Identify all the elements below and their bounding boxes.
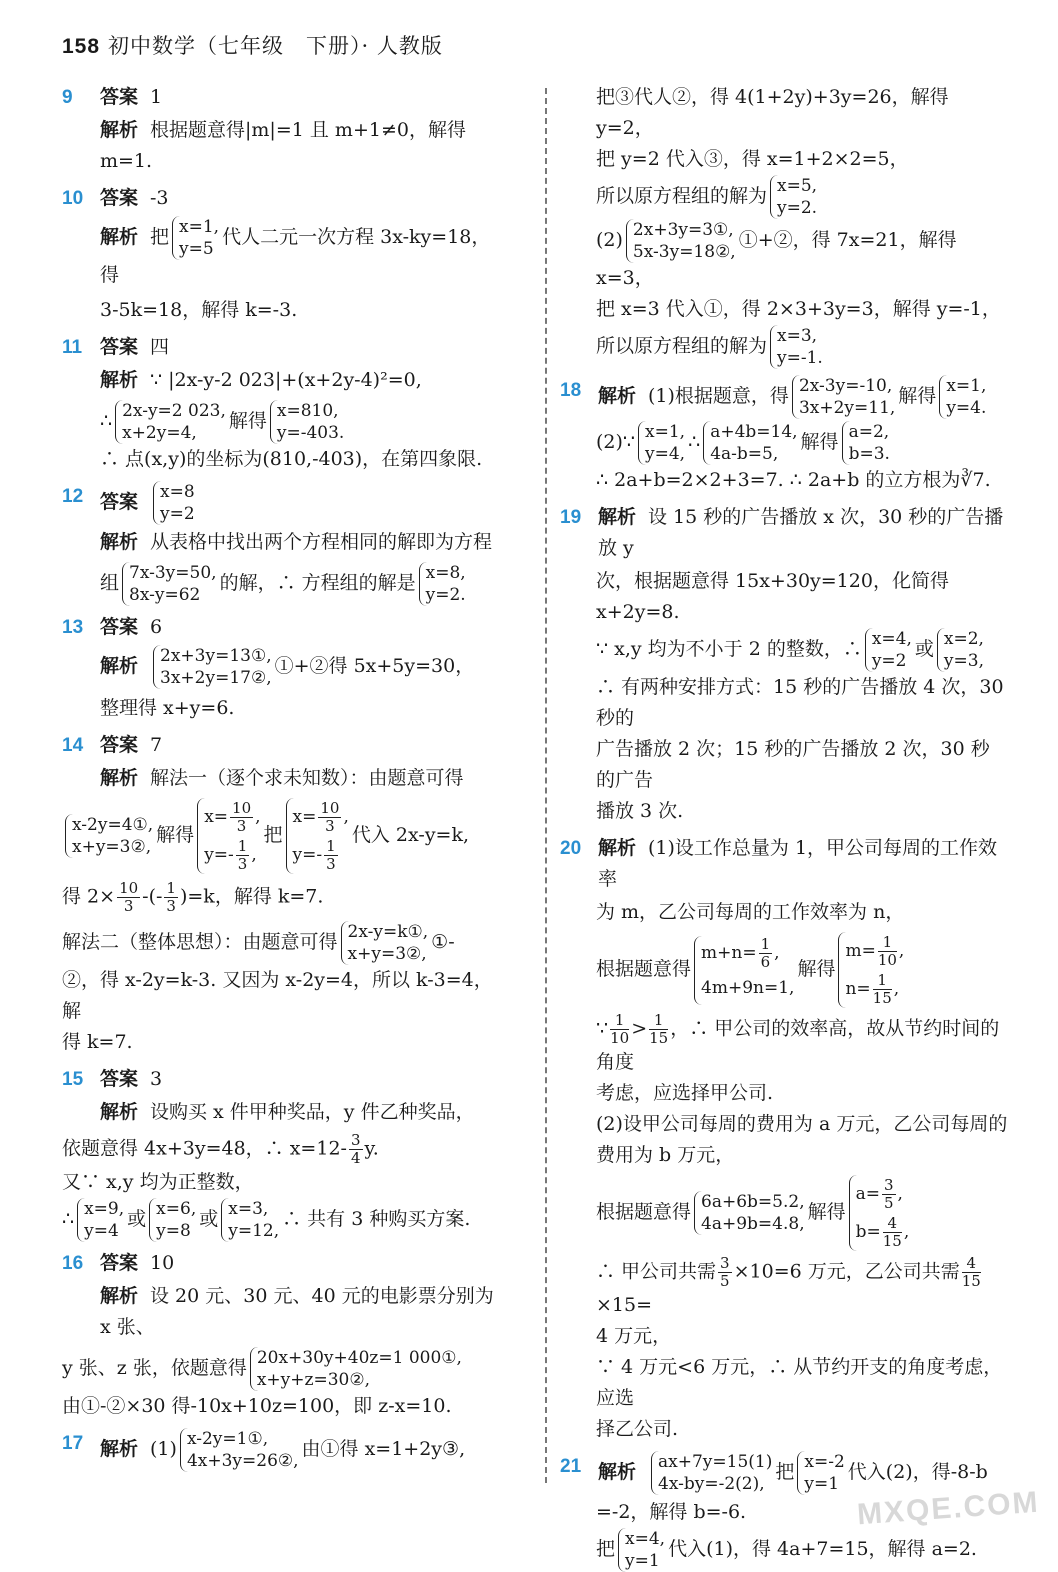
answer-label: 答案 (100, 1069, 139, 1090)
q-number: 16 (62, 1253, 84, 1274)
text: y. (364, 1137, 379, 1160)
q-number: 21 (560, 1456, 582, 1477)
answer-label: 答案 (100, 1253, 139, 1274)
text: 设 15 秒的广告播放 x 次，30 秒的广告播放 y (598, 506, 1004, 559)
equation-system: x=1, y=5 (172, 216, 219, 260)
text: 根据题意得 (596, 958, 692, 980)
analysis-label: 解析 (100, 370, 139, 391)
text: 4 万元， (596, 1325, 672, 1347)
q18 (560, 375, 1008, 419)
equation-system: x-2y=1①, 4x+3y=26②, (180, 1428, 299, 1472)
analysis-label: 解析 (598, 507, 637, 528)
equation-system: x=9, y=4 (77, 1198, 124, 1242)
q11 (62, 332, 502, 363)
analysis-label: 解析 (100, 1286, 139, 1307)
text: 解得 (800, 431, 839, 453)
equation-system: x=4, y=1 (618, 1528, 665, 1572)
text: (1)设工作总量为 1，甲公司每周的工作效率 (598, 837, 998, 890)
q20 (560, 833, 1008, 895)
text: 把 (596, 1538, 616, 1560)
text: 根据题意得 (596, 1201, 692, 1223)
text: 由①-②×30 得-10x+10z=100，即 z-x=10. (62, 1395, 452, 1417)
answer-label: 答案 (100, 87, 139, 108)
equation-system: x=3, y=-1. (770, 325, 823, 369)
text: 次，根据题意得 15x+30y=120，化简得 x+2y=8. (596, 570, 949, 623)
equation-system: 7x-3y=50, 8x-y=62 (122, 562, 217, 606)
q-number: 13 (62, 617, 84, 638)
text: ∴ 2a+b=2×2+3=7. ∴ 2a+b 的立方根为∛7. (596, 469, 991, 491)
text: 依题意得 4x+3y=48，∴ x=12- (62, 1137, 347, 1160)
text: 解法一（逐个求未知数）：由题意可得 (150, 767, 464, 789)
q-number: 9 (62, 87, 73, 108)
text: 代入 2x-y=k, (351, 824, 470, 846)
analysis-label: 解析 (100, 1102, 139, 1123)
q-number: 10 (62, 188, 84, 209)
column-divider (545, 88, 547, 1483)
text: 设 20 元、30 元、40 元的电影票分别为 x 张、 (100, 1285, 494, 1338)
q-number: 15 (62, 1069, 84, 1090)
text: 从表格中找出两个方程相同的解即为方程 (150, 531, 493, 553)
equation-system: 6a+6b=5.2, 4a+9b=4.8, (694, 1191, 805, 1235)
text: ①+②得 5x+5y=30， (274, 655, 475, 677)
text: (2)设甲公司每周的费用为 a 万元，乙公司每周的 (596, 1113, 1008, 1135)
answer-label: 答案 (100, 735, 139, 756)
equation-system: x=8, y=2. (419, 562, 466, 606)
text: ×15= (596, 1294, 653, 1316)
text: 所以原方程组的解为 (596, 185, 768, 207)
analysis-label: 解析 (100, 768, 139, 789)
text: =-2，解得 b=-6. (596, 1501, 747, 1523)
equation-system: 2x+3y=3①, 5x-3y=18②, (626, 219, 736, 263)
text: 或 (127, 1208, 147, 1230)
q-number: 12 (62, 486, 84, 507)
q-number: 18 (560, 380, 582, 401)
equation-system: 2x-y=k①, x+y=3②, (341, 921, 429, 965)
analysis-label: 解析 (100, 227, 139, 248)
analysis-label: 解析 (100, 1439, 139, 1460)
text: 设购买 x 件甲种奖品，y 件乙种奖品， (150, 1101, 475, 1123)
page-number: 158 (62, 35, 101, 58)
text: ∴ (62, 1208, 75, 1230)
equation-system: 2x-3y=-10, 3x+2y=11, (792, 375, 895, 419)
text: (2)∵ (596, 431, 636, 453)
q9 (62, 82, 502, 113)
equation-system: 2x+3y=13①, 3x+2y=17②, (153, 645, 272, 689)
answer-label: 答案 (100, 337, 139, 358)
answer: 1 (150, 86, 163, 108)
equation-system: a= $\frac{3}{5}$ , b= $\frac{4}{15}$ , (849, 1175, 910, 1251)
q16 (62, 1248, 502, 1279)
equation-system: x=5, y=2. (770, 175, 817, 219)
text: 根据题意得|m|=1 且 m+1≠0，解得 m=1. (100, 119, 466, 172)
text: 为 m，乙公司每周的工作效率为 n， (596, 901, 905, 923)
right-column: 把③代人②，得 4(1+2y)+3y=26，解得 y=2， 把 y=2 代入③，得 x=1+2×2=5， 所以原方程组的解为 x=5, y=2. (2) 2x+3y=3①, 5x-3y=18②,①+②，得 7x=21，解得 x=3， 把 x=3 代入①，得 2×3+3y=3，解得 y=-1， 所以原方程组的解为 x=3, y=-1. 18 解析 (1)根据题意，得 2x-3y=-10, 3x+2y=11,解得 x=1, y=4. (2)∵ x=1, y=4,∴ a+4b=14, 4a-b=5,解得 a=2, b=3. ∴ 2a+b=2×2+3=7. ∴ 2a+b 的立方根为∛7. 19 解析 设 15 秒的广告播放 x 次，30 秒的广告播放 y 次，根据题意得 15x+30y=120，化简得 x+2y=8. ∵ x,y 均为不小于 2 的整数，∴ x=4, y=2或 x=2, y=3, ∴ 有两种安排方式：15 秒的广告播放 4 次，30 秒的 广告播放 2 次；15 秒的广告播放 2 次，30 秒的广告 播放 3 次. 20 解析 (1)设工作总量为 1，甲公司每周的工作效率 为 m，乙公司每周的工作效率为 n， 根据题意得m+n= $\frac{1}{6}$ , 4m+9n=1,解得m= $\frac{1}{10}$ , n= $\frac{1}{15}$ , ∵ $\frac{1}{10}$ > $\frac{1}{15}$ ，∴ 甲公司的效率高，故从节约时间的角度 考虑，应选择甲公司. (2)设甲公司每周的费用为 a 万元，乙公司每周的 费用为 b 万元， 根据题意得 6a+6b=5.2, 4a+9b=4.8,解得a= $\frac{3}{5}$ , b= $\frac{4}{15}$ , ∴ 甲公司共需 $\frac{3}{5}$ ×10=6 万元，乙公司共需 $\frac{4}{15}$ ×15= 4 万元， ∵ 4 万元<6 万元，∴ 从节约开支的角度考虑，应选 择乙公司. 21 解析 ax+7y=15(1) 4x-by=-2(2),把 x=-2 y=1代入(2)，得-8-b =-2，解得 b=-6. 把 x=4, y=1代入(1)，得 4a+7=15，解得 a=2. (560, 82, 1008, 1572)
equation-system: x=3, y=12, (221, 1198, 279, 1242)
equation-system: x-2y=4①, x+y=3②, (65, 814, 153, 858)
text: ①- (431, 931, 455, 953)
answer: 6 (150, 616, 163, 638)
text: ∴ 共有 3 种购买方案. (282, 1208, 471, 1230)
answer-label: 答案 (100, 492, 139, 513)
text: 解得 (807, 1201, 846, 1223)
text: 代人二元一次方程 3x-ky=18，得 (100, 226, 491, 286)
analysis-label: 解析 (598, 1462, 637, 1483)
q-number: 11 (62, 337, 83, 358)
equation-system: m= $\frac{1}{10}$ , n= $\frac{1}{15}$ , (838, 932, 904, 1008)
text: (1) (150, 1438, 177, 1460)
answer: 7 (150, 734, 163, 756)
text: 或 (199, 1208, 219, 1230)
text: 组 (100, 572, 120, 594)
book-title: 初中数学（七年级 下册）· 人教版 (108, 34, 443, 58)
left-column: 9 答案 1 解析 根据题意得|m|=1 且 m+1≠0，解得 m=1. 10 答案 -3 解析 把 x=1, y=5代人二元一次方程 3x-ky=18，得 3-5k=18，解得 k=-3. 11 答案 四 解析 ∵ |2x-y-2 023|+(x+2y-4)²=0, ∴ 2x-y=2 023, x+2y=4,解得 x=810, y=-403. ∴ 点(x,y)的坐标为(810,-403)，在第四象限. 12 答案 x=8 y=2 解析 从表格中找出两个方程相同的解即为方程 组 7x-3y=50, 8x-y=62的解，∴ 方程组的解是 x=8, y=2. 13 答案 6 解析 2x+3y=13①, 3x+2y=17②,①+②得 5x+5y=30， 整理得 x+y=6. 14 答案 7 解析 解法一（逐个求未知数）：由题意可得 x-2y=4①, x+y=3②,解得x= $\frac{10}{3}$ , y=- $\frac{1}{3}$ ,把x= $\frac{10}{3}$ , y=- $\frac{1}{3}$ 代入 2x-y=k, 得 2× $\frac{10}{3}$ -(- $\frac{1}{3}$ )=k，解得 k=7. 解法二（整体思想）：由题意可得 2x-y=k①, x+y=3②,①- ②，得 x-2y=k-3. 又因为 x-2y=4，所以 k-3=4，解 得 k=7. 15 答案 3 解析 设购买 x 件甲种奖品，y 件乙种奖品， 依题意得 4x+3y=48，∴ x=12- $\frac{3}{4}$ y. 又∵ x,y 均为正整数， ∴ x=9, y=4或 x=6, y=8或 x=3, y=12,∴ 共有 3 种购买方案. 16 答案 10 解析 设 20 元、30 元、40 元的电影票分别为 x 张、 y 张、z 张，依题意得 20x+30y+40z=1 000①, x+y+z=30②, 由①-②×30 得-10x+10z=100，即 z-x=10. 17 解析 (1) x-2y=1①, 4x+3y=26②,由①得 x=1+2y③, (62, 82, 502, 1474)
equation-system: x=-2 y=1 (797, 1451, 844, 1495)
text: 的解，∴ 方程组的解是 (219, 572, 416, 594)
text: 解得 (797, 958, 836, 980)
q10 (62, 183, 502, 214)
analysis-label: 解析 (100, 532, 139, 553)
q12 (62, 481, 502, 525)
analysis-label: 解析 (598, 838, 637, 859)
text: (2) (596, 229, 623, 251)
answer-label: 答案 (100, 617, 139, 638)
text: 整理得 x+y=6. (100, 697, 235, 719)
equation-system: m+n= $\frac{1}{6}$ , 4m+9n=1, (694, 936, 794, 1005)
answer: -3 (150, 187, 169, 209)
q13 (62, 612, 502, 643)
text: ∵ 4 万元<6 万元，∴ 从节约开支的角度考虑，应选 (596, 1356, 1003, 1409)
text: ②，得 x-2y=k-3. 又因为 x-2y=4，所以 k-3=4，解 (62, 969, 493, 1022)
equation-system: x=1, y=4, (638, 421, 685, 465)
equation-system: x=6, y=8 (149, 1198, 196, 1242)
equation-system: x=1, y=4. (939, 375, 986, 419)
text: 把 (150, 226, 170, 248)
answer: 10 (150, 1252, 175, 1274)
text: ∴ 甲公司共需 (596, 1260, 717, 1283)
text: 解得 (156, 824, 195, 846)
text: 所以原方程组的解为 (596, 335, 768, 357)
equation-system: x=4, y=2 (865, 628, 912, 672)
text: 解得 (228, 410, 267, 432)
equation-system: x= $\frac{10}{3}$ , y=- $\frac{1}{3}$ , (197, 798, 260, 874)
text: y 张、z 张，依题意得 (62, 1357, 247, 1379)
watermark-logo: MXQE.COM (856, 1485, 1041, 1532)
q-number: 14 (62, 735, 84, 756)
analysis-label: 解析 (100, 656, 139, 677)
equation-system: a=2, b=3. (842, 421, 890, 465)
answer: 四 (150, 336, 170, 358)
text: ，∴ 甲公司的效率高，故从节约时间的角度 (596, 1017, 1000, 1073)
text: 把 x=3 代入①，得 2×3+3y=3，解得 y=-1， (596, 298, 1001, 320)
text: 把 (775, 1461, 795, 1483)
text: ∴ 点(x,y)的坐标为(810,-403)，在第四象限. (100, 448, 483, 470)
q17 (62, 1428, 502, 1472)
text: 代入(2)，得-8-b (847, 1461, 988, 1483)
text: ×10=6 万元，乙公司共需 (733, 1260, 960, 1283)
equation-system: x=2, y=3, (937, 628, 984, 672)
text: 考虑，应选择甲公司. (596, 1082, 774, 1104)
text: 广告播放 2 次；15 秒的广告播放 2 次，30 秒的广告 (596, 738, 990, 791)
equation-system: a+4b=14, 4a-b=5, (703, 421, 797, 465)
text: 3-5k=18，解得 k=-3. (100, 299, 298, 321)
text: 代入(1)，得 4a+7=15，解得 a=2. (668, 1538, 977, 1560)
text: ∵ x,y 均为不小于 2 的整数，∴ (596, 638, 862, 660)
text: 解法二（整体思想）：由题意可得 (62, 931, 338, 953)
analysis-label: 解析 (100, 120, 139, 141)
text: 播放 3 次. (596, 800, 684, 822)
q21 (560, 1451, 1008, 1495)
text: 得 2× (62, 885, 116, 908)
q-number: 17 (62, 1433, 84, 1454)
text: 或 (914, 638, 934, 660)
text: 又∵ x,y 均为正整数， (62, 1171, 254, 1193)
text: ①+②，得 7x=21，解得 x=3， (596, 229, 957, 289)
q-number: 19 (560, 507, 582, 528)
text: 解得 (898, 385, 937, 407)
text: )=k，解得 k=7. (179, 885, 324, 908)
text: (1)根据题意，得 (648, 385, 789, 407)
text: ∵ |2x-y-2 023|+(x+2y-4)²=0, (150, 369, 422, 391)
text: 择乙公司. (596, 1418, 679, 1440)
text: 由①得 x=1+2y③, (301, 1438, 466, 1460)
equation-system: x=810, y=-403. (270, 400, 344, 444)
text: -(- (142, 885, 163, 908)
page-header (62, 30, 443, 60)
text: 把 y=2 代入③，得 x=1+2×2=5， (596, 148, 909, 170)
answer: 3 (150, 1068, 163, 1090)
q19 (560, 502, 1008, 564)
text: 得 k=7. (62, 1031, 133, 1053)
text: 把③代人②，得 4(1+2y)+3y=26，解得 y=2， (596, 86, 949, 139)
analysis-label: 解析 (598, 386, 637, 407)
text: ∵ (596, 1017, 609, 1040)
q15 (62, 1064, 502, 1095)
equation-system: ax+7y=15(1) 4x-by=-2(2), (651, 1451, 772, 1495)
answer-label: 答案 (100, 188, 139, 209)
q14 (62, 730, 502, 761)
equation-system: 2x-y=2 023, x+2y=4, (115, 400, 226, 444)
text: 把 (263, 824, 283, 846)
text: ∴ 有两种安排方式：15 秒的广告播放 4 次，30 秒的 (596, 676, 1004, 729)
text: ∴ (688, 431, 701, 453)
equation-system: 20x+30y+40z=1 000①, x+y+z=30②, (250, 1347, 462, 1391)
text: 费用为 b 万元， (596, 1144, 735, 1166)
equation-system: x= $\frac{10}{3}$ , y=- $\frac{1}{3}$ (286, 798, 349, 874)
equation-system: x=8 y=2 (153, 481, 195, 525)
q-number: 20 (560, 838, 582, 859)
